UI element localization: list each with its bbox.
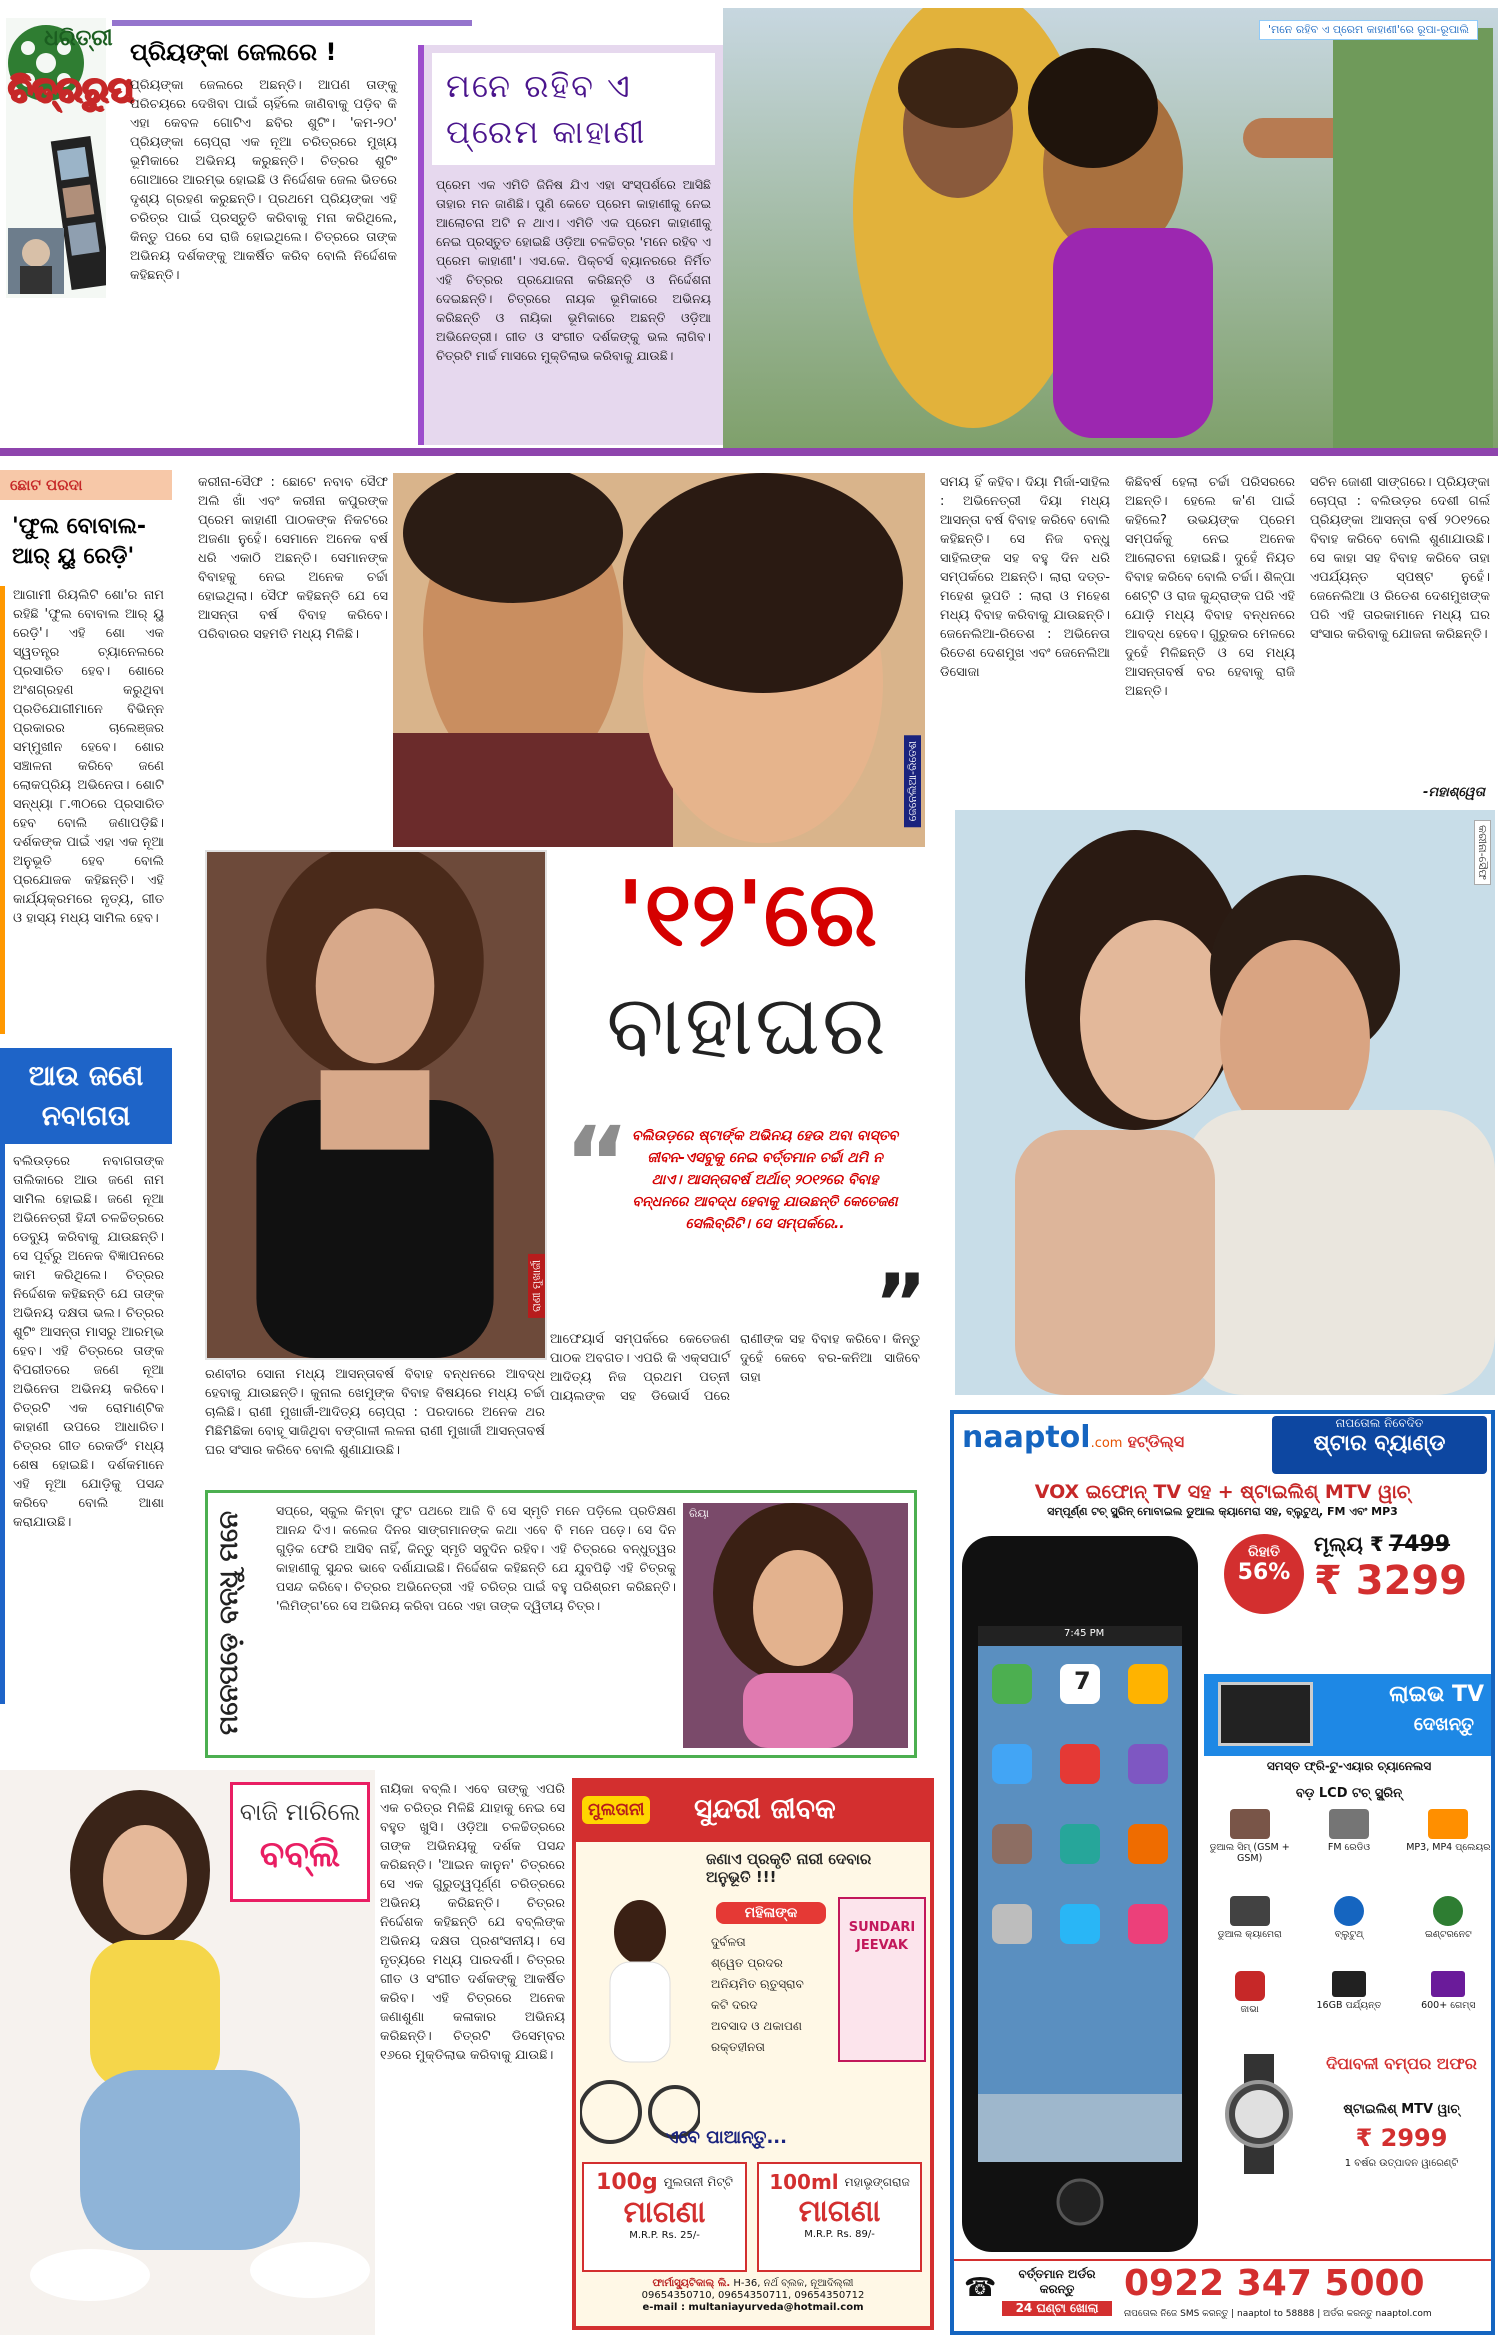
order-phone[interactable]: 0922 347 5000 bbox=[1124, 2263, 1425, 2304]
multani-product-label: SUNDARI JEEVAK bbox=[848, 1920, 916, 1953]
babli-headline-bottom: ବବ୍ଲି bbox=[259, 1834, 341, 1875]
feature-label: FM ରେଡିଓ bbox=[1327, 1842, 1371, 1853]
feature-item bbox=[1303, 1971, 1394, 2039]
watch-price: ₹ 2999 bbox=[1355, 2124, 1448, 2152]
right-cols bbox=[940, 473, 1495, 808]
naaptol-headline: VOX ଇଫୋନ୍ TV ସହ + ଷ୍ଟାଇଲିଶ୍ MTV ୱାଚ୍ bbox=[1034, 1481, 1411, 1503]
old-price: 7499 bbox=[1388, 1532, 1451, 1557]
multani-tagline: ଜଣାଏ ପ୍ରକୃତି ନାରୀ ଦେବାର ଅନୁଭୂତି !!! bbox=[706, 1850, 872, 1886]
offer2-mrp: M.R.P. Rs. 89/- bbox=[804, 2229, 875, 2240]
discount-label: ରିହାତି bbox=[1248, 1544, 1280, 1560]
feature-label: 16GB ପର୍ଯ୍ୟନ୍ତ bbox=[1316, 2000, 1382, 2012]
feature-label: MP3, MP4 ପ୍ଲେୟର bbox=[1406, 1842, 1491, 1853]
multani-company-name: ଫାର୍ମାସ୍ୟୁଟିକାଲ୍ ଲି. bbox=[652, 2278, 731, 2289]
naaptol-brand: naaptol bbox=[962, 1420, 1091, 1455]
live-tv-label: ଲାଇଭ TV bbox=[1389, 1682, 1484, 1707]
memory-body: ସପ୍ରେ, ସ୍କୁଲ କିମ୍ବା ଫୁଟ ପଥରେ ଆଜି ବି ସେ ସ୍ମୃତି ମନେ ପଡ଼ିଲେ ପ୍ରତିକ୍ଷଣ ଆନନ୍ଦ ଦିଏ। କଲେଜ ଦିନର ସାଙ୍ଗମାନଙ୍କ କଥା ଏବେ ବି ମନେ ପଡ଼େ। ସେ ଦିନ ଗୁଡ଼ିକ ଫେରି ଆସିବ ନାହିଁ, କିନ୍ତୁ ସ୍ମୃତି ସବୁଦିନ ରହିବ। ଏହି ଚିତ୍ରରେ ବନ୍ଧୁତ୍ୱର କାହାଣୀକୁ ସୁନ୍ଦର ଭାବେ ଦର୍ଶାଯାଇଛି। ନିର୍ଦ୍ଦେଶକ କହିଛନ୍ତି ଯେ ଯୁବପିଢ଼ି ଏହି ଚିତ୍ରକୁ ପସନ୍ଦ କରିବେ। ଚିତ୍ରର ଅଭିନେତ୍ରୀ ଏହି ଚରିତ୍ର ପାଇଁ ବହୁ ପରିଶ୍ରମ କରିଛନ୍ତି। 'ଲିମିଙ୍ଗ'ରେ ସେ ଅଭିନୟ କରିବା ପରେ ଏହା ତାଙ୍କ ଦ୍ୱିତୀୟ ଚିତ୍ର। bbox=[276, 1503, 676, 1613]
divider bbox=[0, 448, 1498, 456]
cap-genelia: ଜେନେଲିଆ-ରିତେଶ bbox=[904, 735, 921, 827]
masthead-logo-top: ଧରିତ୍ରୀ bbox=[44, 26, 113, 51]
feature-item bbox=[1303, 1809, 1394, 1888]
naaptol-phone bbox=[960, 1534, 1200, 2254]
feature-item bbox=[1204, 1971, 1295, 2039]
lead-story-box bbox=[418, 45, 723, 445]
quote-text: ବଲିଉଡ଼ରେ ଷ୍ଟାର୍ଙ୍କ ଅଭିନୟ ହେଉ ଅବା ବାସ୍ତବ ଜୀବନ-ଏସବୁକୁ ନେଇ ବର୍ତ୍ତମାନ ଚର୍ଚ୍ଚା ଥମି ନ ଥାଏ। ଆସନ୍ତାବର୍ଷ ଅର୍ଥାତ୍ ୨୦୧୨ରେ ବିବାହ ବନ୍ଧନରେ ଆବଦ୍ଧ ହେବାକୁ ଯାଉଛନ୍ତି କେତେଜଣ ସେଲିବ୍ରିଟି। ସେ ସମ୍ପର୍କରେ.. bbox=[631, 1128, 899, 1232]
headline-top: '୧୨'ରେ bbox=[616, 862, 878, 967]
side-headline: ପ୍ରିୟଙ୍କା ଜେଲରେ ! bbox=[130, 38, 337, 66]
offer1-qty: 100g bbox=[596, 2170, 658, 2195]
phone-icon: ☎ bbox=[964, 2273, 997, 2303]
naaptol-discount-badge bbox=[1224, 1534, 1304, 1614]
lead-headline: ମନେ ରହିବ ଏ ପ୍ରେମ କାହାଣୀ bbox=[432, 53, 715, 165]
multani-address: H-36, ନର୍ଥ ବ୍ଲକ, ନୂଆଦିଲ୍ଲୀ bbox=[733, 2278, 854, 2289]
main-col1-text: କରୀନା-ସୈଫ : ଛୋଟେ ନବାବ ସୈଫ ଅଲି ଖାଁ ଏବଂ କରୀନା କପୁରଙ୍କ ପ୍ରେମ କାହାଣୀ ପାଠକଙ୍କ ନିକଟରେ ଅଜଣା ନୁହେଁ। ସେମାନେ ଅନେକ ବର୍ଷ ଧରି ଏକାଠି ଅଛନ୍ତି। ସେମାନଙ୍କ ବିବାହକୁ ନେଇ ଅନେକ ଚର୍ଚ୍ଚା ହୋଇଥିଲା। ସୈଫ କହିଛନ୍ତି ଯେ ସେ ଆସନ୍ତା ବର୍ଷ ବିବାହ କରିବେ। ପରିବାରର ସହମତି ମଧ୍ୟ ମିଳିଛି। bbox=[198, 475, 388, 642]
newcomer-title: ଆଉ ଜଣେ ନବାଗତା bbox=[0, 1048, 172, 1144]
headline-bottom: ବାହାଘର bbox=[606, 976, 888, 1074]
offer2-item: ମହାଭୃଙ୍ଗରାଜ bbox=[844, 2174, 910, 2189]
photo-genelia-ritesh bbox=[393, 473, 925, 847]
naaptol-livetv bbox=[1204, 1674, 1494, 1756]
multani-footer bbox=[576, 2276, 930, 2326]
watch-offer bbox=[1204, 2044, 1494, 2194]
offer1-free: ମାଗଣା bbox=[623, 2195, 706, 2230]
multani-title: ସୁନ୍ଦରୀ ଜୀବକ bbox=[694, 1792, 836, 1825]
naaptol-star-text: ଷ୍ଟାର ବ୍ୟାଣ୍ଡ bbox=[1313, 1431, 1446, 1456]
naaptol-logo bbox=[962, 1420, 1184, 1455]
feature-item bbox=[1303, 1896, 1394, 1964]
multani-offers bbox=[582, 2162, 922, 2272]
price: ₹ 3299 bbox=[1314, 1558, 1468, 1604]
memory-photo-caption: ରିୟା bbox=[689, 1507, 709, 1520]
side-body: ପ୍ରିୟଙ୍କା ଜେଲରେ ଅଛନ୍ତି। ଆପଣ ତାଙ୍କୁ ପରିଚୟରେ ଦେଖିବା ପାଇଁ ଚାହିଁଲେ ଜାଣିବାକୁ ପଡ଼ିବ କି ଏହା କେବଳ ଗୋଟିଏ ଛବିର ଶୁଟିଂ। 'କମ-୨୦' ପ୍ରିୟଙ୍କା ଚୋପ୍ରା ଏକ ନୂଆ ଚରିତ୍ରରେ ମୁଖ୍ୟ ଭୂମିକାରେ ଅଭିନୟ କରୁଛନ୍ତି। ଚିତ୍ରର ଶୁଟିଂ ଗୋଆରେ ଆରମ୍ଭ ହୋଇଛି ଓ ନିର୍ଦ୍ଦେଶକ ଜେଲ ଭିତରେ ଦୃଶ୍ୟ ଗ୍ରହଣ କରୁଛନ୍ତି। ପ୍ରଥମେ ପ୍ରିୟଙ୍କା ଏହି ଚରିତ୍ର ପାଇଁ ପ୍ରସ୍ତୁତି କରିବାକୁ ମନା କରିଥିଲେ, କିନ୍ତୁ ପରେ ସେ ରାଜି ହୋଇଥିଲେ। ଚିତ୍ରରେ ତାଙ୍କ ଅଭିନୟ ଦର୍ଶକଙ୍କୁ ଆକର୍ଷିତ କରିବ ବୋଲି ନିର୍ଦ୍ଦେଶକ କହିଛନ୍ତି। bbox=[130, 78, 397, 283]
main-col2-text: ରଣବୀର ସୋନା ମଧ୍ୟ ଆସନ୍ତାବର୍ଷ ବିବାହ ବନ୍ଧନରେ ଆବଦ୍ଧ ହେବାକୁ ଯାଉଛନ୍ତି। କୁନାଲ ଖେମୁଙ୍କ ବିବାହ ବିଷୟରେ ମଧ୍ୟ ଚର୍ଚ୍ଚା ଚାଲିଛି। ରାଣୀ ମୁଖାର୍ଜୀ-ଆଦିତ୍ୟ ଚୋପ୍ରା : ପରଦାରେ ଅନେକ ଥର ମିଛିମିଛିକା ବୋହୂ ସାଜିଥିବା ବଙ୍ଗାଳୀ ଲଳନା ରାଣୀ ମୁଖାର୍ଜୀ ଆସନ୍ତାବର୍ଷ ଘର ସଂସାର କରିବେ ବୋଲି ଶୁଣାଯାଉଛି। bbox=[205, 1367, 545, 1458]
phone-date: 7 bbox=[1074, 1667, 1091, 1695]
feature-item bbox=[1403, 1971, 1494, 2039]
multani-brand: ମୁଲତାନୀ bbox=[582, 1796, 650, 1824]
main-col3-text: ଆଫେୟାର୍ସ ସମ୍ପର୍କରେ କେତେଜଣ ପାଠକ ଅବଗତ। ଏପରି କି ଏକ୍ସପାର୍ଟ ଆଦିତ୍ୟ ନିଜ ପ୍ରଥମ ପତ୍ନୀ ପାୟଲଙ୍କ ସହ ଡିଭୋର୍ସ ପରେ ରାଣୀଙ୍କ ସହ ବିବାହ କରିବେ। କିନ୍ତୁ ଦୁହେଁ କେବେ ବର-କନିଆ ସାଜିବେ ତାହା bbox=[550, 1332, 920, 1404]
feature-item bbox=[1403, 1896, 1494, 1964]
phone-time: 7:45 PM bbox=[1064, 1628, 1105, 1639]
tv-section bbox=[0, 470, 172, 1720]
feature-item bbox=[1204, 1896, 1295, 1964]
newcomer-body: ବଲିଉଡ଼ରେ ନବାଗତାଙ୍କ ତାଲିକାରେ ଆଉ ଜଣେ ନାମ ସାମିଲ ହୋଇଛି। ଜଣେ ନୂଆ ଅଭିନେତ୍ରୀ ହିନ୍ଦୀ ଚଳଚ୍ଚିତ୍ରରେ ଡେବ୍ୟୁ କରିବାକୁ ଯାଉଛନ୍ତି। ସେ ପୂର୍ବରୁ ଅନେକ ବିଜ୍ଞାପନରେ କାମ କରିଥିଲେ। ଚିତ୍ରର ନିର୍ଦ୍ଦେଶକ କହିଛନ୍ତି ଯେ ତାଙ୍କ ଅଭିନୟ ଦକ୍ଷତା ଭଲ। ଚିତ୍ରର ଶୁଟିଂ ଆସନ୍ତା ମାସରୁ ଆରମ୍ଭ ହେବ। ଏହି ଚିତ୍ରରେ ତାଙ୍କ ବିପରୀତରେ ଜଣେ ନୂଆ ଅଭିନେତା ଅଭିନୟ କରିବେ। ଚିତ୍ରଟି ଏକ ରୋମାଣ୍ଟିକ କାହାଣୀ ଉପରେ ଆଧାରିତ। ଚିତ୍ରର ଗୀତ ରେକର୍ଡିଂ ମଧ୍ୟ ଶେଷ ହୋଇଛି। ଦର୍ଶକମାନେ ଏହି ନୂଆ ଯୋଡ଼ିକୁ ପସନ୍ଦ କରିବେ ବୋଲି ଆଶା କରାଯାଉଛି। bbox=[0, 1144, 172, 1704]
tv-label: ଛୋଟ ପରଦା bbox=[0, 470, 172, 500]
multani-company bbox=[576, 2278, 930, 2290]
offer1-item: ମୁଲତାନୀ ମିଟ୍ଟି bbox=[663, 2175, 733, 2189]
features-title: ବଡ଼ LCD ଟଚ୍ ସ୍କ୍ରିନ୍ bbox=[1295, 1786, 1403, 1801]
watch-icon bbox=[1214, 2054, 1304, 2174]
discount-value: 56% bbox=[1237, 1560, 1291, 1585]
list-item: ରକ୍ତହୀନତା bbox=[711, 2040, 765, 2054]
main-col1 bbox=[198, 473, 388, 845]
section-masthead bbox=[0, 0, 134, 300]
call-hours: 24 ଘଣ୍ଟା ଖୋଲା bbox=[1002, 2301, 1112, 2316]
cap-rani: ରାଣୀ ମୁଖାର୍ଜୀ bbox=[528, 1254, 545, 1318]
watch-offer-title: ଦିପାବଳୀ ବମ୍ପର ଅଫର bbox=[1326, 2054, 1477, 2073]
feature-label: ଜାଭା bbox=[1240, 2004, 1259, 2016]
naaptol-footer[interactable] bbox=[954, 2259, 1491, 2331]
multani-sub: ମହିଳାଙ୍କ bbox=[716, 1902, 826, 1924]
feature-label: 600+ ଗେମ୍ସ bbox=[1421, 2000, 1476, 2012]
tv-icon bbox=[1218, 1682, 1313, 1746]
list-item: ଶ୍ୱେତ ପ୍ରଦର bbox=[711, 1956, 783, 1970]
naaptol-star bbox=[1272, 1416, 1487, 1474]
right-col1: ସମୟ ହିଁ କହିବ। ଦିୟା ମିର୍ଜା-ସାହିଲ : ଅଭିନେତ୍ରୀ ଦିୟା ମଧ୍ୟ ଆସନ୍ତା ବର୍ଷ ବିବାହ କରିବେ ବୋଲି କହିଛନ୍ତି। ସେ ନିଜ ବନ୍ଧୁ ସାହିଲଙ୍କ ସହ ବହୁ ଦିନ ଧରି ସମ୍ପର୍କରେ ଅଛନ୍ତି। ଲାରା ଦତ୍ତ-ମହେଶ ଭୂପତି : ଲାରା ଓ ମହେଶ ମଧ୍ୟ ବିବାହ କରିବାକୁ ଯାଉଛନ୍ତି। ଜେନେଲିଆ-ରିତେଶ : ଅଭିନେତା ରିତେଶ ଦେଶମୁଖ ଏବଂ ଜେନେଲିଆ ଡିସୋଜା bbox=[940, 475, 1110, 680]
feature-label: ଡୁଆଲ ସିମ୍ (GSM + GSM) bbox=[1209, 1842, 1290, 1864]
babli-headline-top: ବାଜି ମାରିଲେ bbox=[239, 1798, 361, 1826]
cap-saif: କରୀନା-ସୈଫ bbox=[1474, 820, 1491, 885]
photo-saif-kareena bbox=[955, 810, 1495, 1395]
list-item: ଦୁର୍ବଳତା bbox=[711, 1935, 746, 1949]
byline: -ମହାଶ୍ୱେତା bbox=[1423, 785, 1485, 800]
multani-points bbox=[711, 1932, 831, 2058]
watch-name: ଷ୍ଟାଇଲିଶ୍ MTV ୱାଚ୍ bbox=[1343, 2102, 1460, 2117]
feature-item bbox=[1403, 1809, 1494, 1888]
lead-photo-caption: 'ମନେ ରହିବ ଏ ପ୍ରେମ କାହାଣୀ'ରେ ରୂପା-ରୂପାଲି bbox=[1259, 20, 1478, 40]
feature-label: ଡୁଆଲ କ୍ୟାମେରା bbox=[1217, 1928, 1282, 1940]
babli-story bbox=[380, 1780, 565, 2330]
quote-open-icon: “ bbox=[564, 1105, 630, 1222]
sms-info: ନାପତୋଲ ନିଜେ SMS କରନ୍ତୁ | naaptol to 58888 | ଅର୍ଡର କରନ୍ତୁ naaptol.com bbox=[1124, 2309, 1432, 2319]
right-col3: ସଚିନ ଜୋଶୀ ସାଙ୍ଗରେ। ପ୍ରିୟଙ୍କା ଚୋପ୍ରା : ବଲିଉଡ଼ର ଦେଶୀ ଗର୍ଲ ପ୍ରିୟଙ୍କା ଆସନ୍ତା ବର୍ଷ ୨୦୧୨ରେ ବିବାହ କରିବେ ବୋଲି ଶୁଣାଯାଉଛି। ସେ କାହା ସହ ବିବାହ କରିବେ ତାହା ଏପର୍ଯ୍ୟନ୍ତ ସ୍ପଷ୍ଟ ନୁହେଁ। ଜେନେଲିଆ ଓ ରିତେଶ ଦେଶମୁଖଙ୍କ ପରି ଏହି ତାରକାମାନେ ମଧ୍ୟ ଘର ସଂସାର କରିବାକୁ ଯୋଜନା କରିଛନ୍ତି। bbox=[1310, 475, 1490, 642]
lead-body: ପ୍ରେମ ଏକ ଏମିତି ଜିନିଷ ଯିଏ ଏହା ସଂସ୍ପର୍ଶରେ ଆସିଛି ତାହାର ମନ ଜାଣିଛି। ପୁଣି କେତେ ପ୍ରେମ କାହାଣୀକୁ ନେଇ ଆଲୋଚନା ଅଟି ନ ଥାଏ। ଏମିତି ଏକ ପ୍ରେମ କାହାଣୀକୁ ନେଇ ପ୍ରସ୍ତୁତ ହୋଇଛି ଓଡ଼ିଆ ଚଳଚ୍ଚିତ୍ର 'ମନେ ରହିବ ଏ ପ୍ରେମ କାହାଣୀ'। ଏସ.କେ. ପିକ୍ଚର୍ସ ବ୍ୟାନରରେ ନିର୍ମିତ ଏହି ଚିତ୍ରର ପ୍ରଯୋଜନା କରିଛନ୍ତି ଓ ନିର୍ଦ୍ଦେଶନା ଦେଇଛନ୍ତି। ଚିତ୍ରରେ ନାୟକ ଭୂମିକାରେ ଅଭିନୟ କରିଛନ୍ତି ଓ ନାୟିକା ଭୂମିକାରେ ଅଛନ୍ତି ଓଡ଼ିଆ ଅଭିନେତ୍ରୀ। ଗୀତ ଓ ସଂଗୀତ ଦର୍ଶକଙ୍କୁ ଭଲ ଲାଗିବ। ଚିତ୍ରଟି ମାର୍ଚ୍ଚ ମାସରେ ମୁକ୍ତିଲାଭ କରିବାକୁ ଯାଉଛି। bbox=[436, 177, 711, 363]
memory-box bbox=[205, 1490, 917, 1758]
babli-headline bbox=[230, 1782, 370, 1902]
feature-label: ବ୍ଲୁଟୁଥ୍ bbox=[1334, 1928, 1364, 1940]
main-quote bbox=[560, 1105, 935, 1350]
offer-1 bbox=[582, 2162, 747, 2272]
lead-side-story bbox=[112, 20, 407, 445]
memory-photo bbox=[683, 1503, 908, 1748]
main-headline bbox=[557, 860, 937, 1080]
multani-email: e-mail : multaniayurveda@hotmail.com bbox=[642, 2302, 864, 2313]
tv-body: ଆଗାମୀ ରିୟଲିଟି ଶୋ'ର ନାମ ରହିଛି 'ଫୁଲ ବୋବାଲ ଆର୍ ୟୁ ରେଡ଼ି'। ଏହି ଶୋ ଏକ ସ୍ୱତନ୍ତ୍ର ଚ୍ୟାନେଲରେ ପ୍ରସାରିତ ହେବ। ଶୋରେ ଅଂଶଗ୍ରହଣ କରୁଥିବା ପ୍ରତିଯୋଗୀମାନେ ବିଭିନ୍ନ ପ୍ରକାରର ଚାଲେଞ୍ଜର ସମ୍ମୁଖୀନ ହେବେ। ଶୋର ସଞ୍ଚାଳନା କରିବେ ଜଣେ ଲୋକପ୍ରିୟ ଅଭିନେତା। ଶୋଟି ସନ୍ଧ୍ୟା ୮.୩୦ରେ ପ୍ରସାରିତ ହେବ ବୋଲି ଜଣାପଡ଼ିଛି। ଦର୍ଶକଙ୍କ ପାଇଁ ଏହା ଏକ ନୂଆ ଅନୁଭୂତି ହେବ ବୋଲି ପ୍ରଯୋଜକ କହିଛନ୍ତି। ଏହି କାର୍ଯ୍ୟକ୍ରମରେ ନୃତ୍ୟ, ଗୀତ ଓ ହାସ୍ୟ ମଧ୍ୟ ସାମିଲ ହେବ। bbox=[0, 586, 172, 1034]
multani-product bbox=[838, 1897, 926, 2062]
main-col2 bbox=[205, 1365, 545, 1485]
feature-label: ଇଣ୍ଟରନେଟ bbox=[1424, 1928, 1472, 1940]
multani-phones: 09654350710, 09654350711, 09654350712 bbox=[641, 2290, 865, 2301]
price-label: ମୂଲ୍ୟ ₹ bbox=[1314, 1532, 1384, 1556]
lead-photo bbox=[723, 8, 1498, 448]
offer2-free: ମାଗଣା bbox=[798, 2194, 881, 2229]
naaptol-subline: ସମ୍ପୂର୍ଣ୍ଣ ଟଚ୍ ସ୍କ୍ରିନ୍ ମୋବାଇଲ ଡୁଆଲ କ୍ୟାମେରା ସହ, ବ୍ଲୁଟୁଥ୍, FM ଏବଂ MP3 bbox=[1047, 1505, 1398, 1518]
multani-cta: ଏବେ ପାଆନ୍ତୁ... bbox=[666, 2127, 787, 2148]
naaptol-header bbox=[954, 1414, 1491, 1479]
naaptol-brand-sub: .com bbox=[1090, 1436, 1123, 1451]
features-grid bbox=[1204, 1809, 1494, 2039]
live-tv-label2: ଦେଖନ୍ତୁ bbox=[1413, 1714, 1474, 1735]
naaptol-star-label: ନାପତୋଲ ନିବେଦିତ bbox=[1335, 1416, 1424, 1430]
naaptol-tag: ହଟ୍‌ଡିଲ୍‌ସ bbox=[1127, 1432, 1185, 1451]
right-col2: କିଛିବର୍ଷ ହେଲା ଚର୍ଚ୍ଚା ପରିସରରେ ଅଛନ୍ତି। ହେଲେ କ'ଣ ପାଇଁ କହିଲେ? ଉଭୟଙ୍କ ପ୍ରେମ ସମ୍ପର୍କକୁ ନେଇ ଅନେକ ଆଲୋଚନା ହୋଇଛି। ଦୁହେଁ ନିୟତ ବିବାହ କରିବେ ବୋଲି ଚର୍ଚ୍ଚା। ଶିଳ୍ପା ଶେଟ୍ଟି ଓ ରାଜ କୁନ୍ଦ୍ରାଙ୍କ ପରି ଏହି ଯୋଡ଼ି ମଧ୍ୟ ବିବାହ ବନ୍ଧନରେ ଆବଦ୍ଧ ହେବେ। ଗୁରୁକର ମେଳରେ ଦୁହେଁ ମିଳିଛନ୍ତି ଓ ସେ ମଧ୍ୟ ଆସନ୍ତାବର୍ଷ ବର ହେବାକୁ ରାଜି ଅଛନ୍ତି। bbox=[1125, 475, 1295, 699]
feature-item bbox=[1204, 1809, 1295, 1888]
list-item: ଅନିୟମିତ ଋତୁସ୍ରାବ bbox=[711, 1977, 804, 1991]
naaptol-price-block bbox=[1314, 1532, 1494, 1605]
call-label: ବର୍ତ୍ତମାନ ଅର୍ଡର କରନ୍ତୁ bbox=[1018, 2267, 1096, 2296]
channels: ସମସ୍ତ ଫ୍ରି-ଟୁ-ଏୟାର ଚ୍ୟାନେଲସ bbox=[1266, 1759, 1432, 1773]
memory-label: ମନେପଡ଼େ ବନ୍ଧୁ ମନେ bbox=[214, 1511, 244, 1735]
babli-body: ନାୟିକା ବବ୍ଲି। ଏବେ ତାଙ୍କୁ ଏପରି ଏକ ଚରିତ୍ର ମିଳିଛି ଯାହାକୁ ନେଇ ସେ ବହୁତ ଖୁସି। ଓଡ଼ିଆ ଚଳଚ୍ଚିତ୍ରରେ ତାଙ୍କ ଅଭିନୟକୁ ଦର୍ଶକ ପସନ୍ଦ କରିଛନ୍ତି। 'ଆଇନ କାନୁନ' ଚିତ୍ରରେ ସେ ଏକ ଗୁରୁତ୍ୱପୂର୍ଣ୍ଣ ଚରିତ୍ରରେ ଅଭିନୟ କରିଛନ୍ତି। ଚିତ୍ରର ନିର୍ଦ୍ଦେଶକ କହିଛନ୍ତି ଯେ ବବ୍ଲିଙ୍କ ଅଭିନୟ ଦକ୍ଷତା ପ୍ରଶଂସନୀୟ। ସେ ନୃତ୍ୟରେ ମଧ୍ୟ ପାରଦର୍ଶୀ। ଚିତ୍ରର ଗୀତ ଓ ସଂଗୀତ ଦର୍ଶକଙ୍କୁ ଆକର୍ଷିତ କରିବ। ଏହି ଚିତ୍ରରେ ଅନେକ ଜଣାଶୁଣା କଳାକାର ଅଭିନୟ କରିଛନ୍ତି। ଚିତ୍ରଟି ଡିସେମ୍ବର ୧୬ରେ ମୁକ୍ତିଲାଭ କରିବାକୁ ଯାଉଛି। bbox=[380, 1782, 565, 2063]
main-col3 bbox=[550, 1330, 920, 1485]
photo-rani bbox=[205, 850, 547, 1360]
list-item: କଟି ଦରଦ bbox=[711, 1998, 758, 2012]
offer-2 bbox=[757, 2162, 922, 2272]
ad-multani bbox=[572, 1778, 934, 2330]
quote-close-icon: ” bbox=[874, 1257, 927, 1350]
tv-headline: 'ଫୁଲ ବୋବାଲ-ଆର୍ ୟୁ ରେଡ଼ି' bbox=[12, 514, 146, 569]
masthead-logo: ଚିତ୍ରରୁପ bbox=[8, 70, 134, 110]
list-item: ଅବସାଦ ଓ ଥକାପଣ bbox=[711, 2019, 802, 2033]
offer2-qty: 100ml bbox=[769, 2170, 839, 2194]
ad-naaptol bbox=[950, 1410, 1495, 2335]
offer1-mrp: M.R.P. Rs. 25/- bbox=[629, 2230, 700, 2241]
film-reel-graphic bbox=[6, 18, 106, 298]
multani-model bbox=[580, 1892, 700, 2152]
warranty: 1 ବର୍ଷର ଉତ୍ପାଦନ ୱାରେଣ୍ଟି bbox=[1344, 2158, 1459, 2169]
